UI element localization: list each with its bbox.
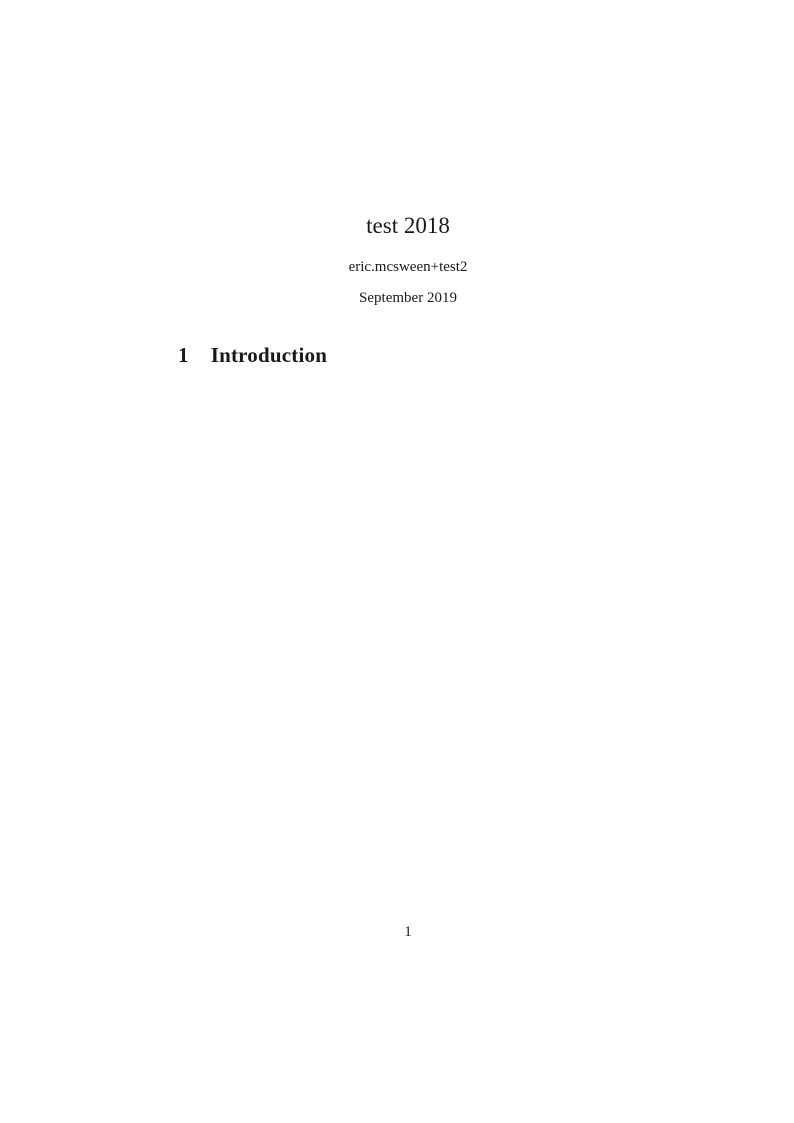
section-heading (178, 343, 638, 368)
page-number: 1 (404, 924, 412, 940)
document-author: eric.mcsween+test2 (348, 259, 468, 275)
section-number: 1 (178, 343, 189, 367)
document-date: September 2019 (359, 290, 457, 306)
document-title: test 2018 (366, 213, 450, 238)
section-title: Introduction (210, 343, 328, 367)
